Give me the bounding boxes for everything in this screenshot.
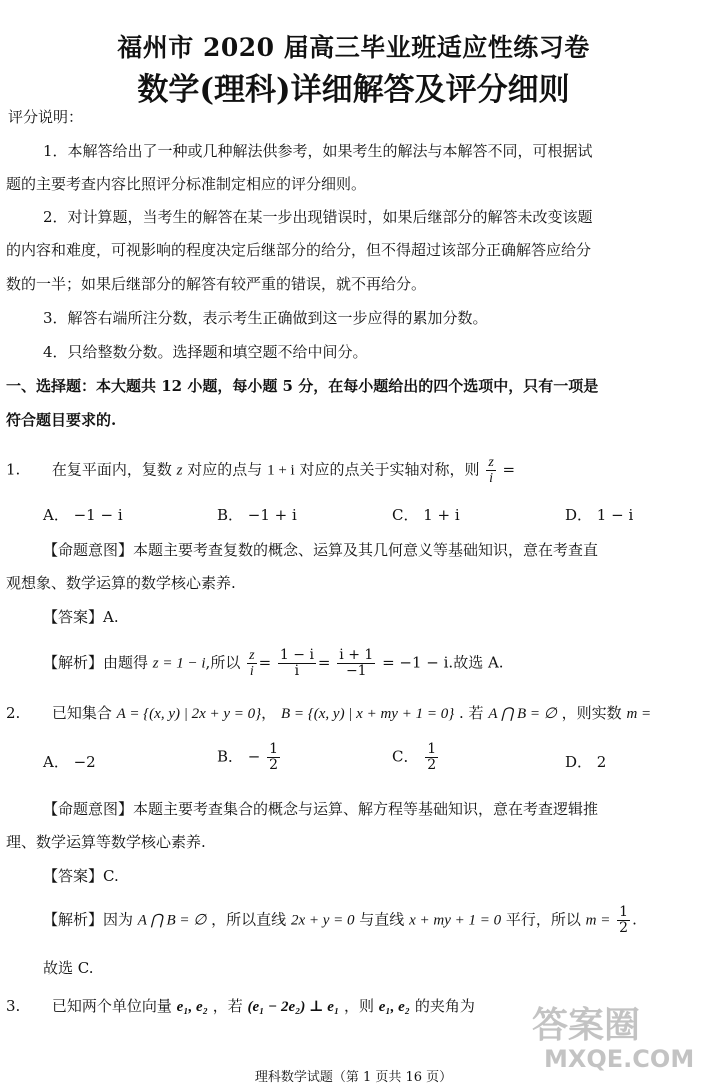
intent: 【命题意图】本题主要考查复数的概念、运算及其几何意义等基础知识，意在考查直 bbox=[43, 541, 599, 559]
fraction: $\frac{1}{2}$ bbox=[427, 741, 437, 773]
notes-heading: 评分说明： bbox=[8, 108, 84, 126]
note-4: 4．只给整数分数。选择题和填空题不给中间分。 bbox=[43, 343, 368, 361]
page-footer: 理科数学试题（第 1 页共 16 页） bbox=[254, 1070, 453, 1085]
option-a: A． −2 bbox=[43, 753, 96, 771]
option-c: C． 1 + i bbox=[392, 506, 460, 524]
question-2: 2. 已知集合 A = {(x, y) | 2x + y = 0}， B = {(x, y) | x + my + 1 = 0} . 若 A ⋂ B = ∅ ，则实数 m = bbox=[6, 704, 652, 722]
note-1: 1．本解答给出了一种或几种解法供参考，如果考生的解法与本解答不同，可根据试 bbox=[43, 142, 593, 160]
intent: 【命题意图】本题主要考查集合的概念与运算、解方程等基础知识，意在考查逻辑推 bbox=[43, 800, 599, 818]
question-number: 2. bbox=[6, 704, 21, 722]
option-d: D． 1 − i bbox=[565, 506, 634, 524]
solution: 【解析】因为 A ⋂ B = ∅ ，所以直线 2x + y = 0 与直线 x + my + 1 = 0 平行，所以 m = $\frac{1}{2}$ . bbox=[43, 904, 637, 936]
note-3: 3．解答右端所注分数，表示考生正确做到这一步应得的累加分数。 bbox=[43, 309, 488, 327]
fraction: $\frac{1}{2}$ bbox=[269, 741, 279, 773]
fraction: $\frac{i + 1}{-1}$ bbox=[339, 647, 374, 679]
intent-cont: 理、数学运算等数学核心素养. bbox=[6, 833, 206, 851]
page-subtitle: 数学(理科)详细解答及评分细则 bbox=[137, 72, 570, 108]
option-d: D． 2 bbox=[565, 753, 607, 771]
question-number: 1. bbox=[6, 460, 21, 479]
svg-text:MXQE.COM: MXQE.COM bbox=[544, 1045, 695, 1073]
fraction: $\frac{z}{i}$ bbox=[488, 455, 494, 486]
option-b: B． −1 + i bbox=[217, 506, 297, 524]
watermark-logo bbox=[530, 995, 700, 1075]
note-1-cont: 题的主要考查内容比照评分标准制定相应的评分细则。 bbox=[6, 175, 367, 193]
fraction: $\frac{1 - i}{i}$ bbox=[279, 647, 314, 679]
note-2-cont2: 数的一半；如果后继部分的解答有较严重的错误，就不再给分。 bbox=[6, 275, 427, 293]
answer: 【答案】C. bbox=[43, 867, 119, 885]
question-3: 3. 已知两个单位向量 e₁, e₂ ，若 (e₁ − 2e₂) ⊥ e₁ ，则 e₁, e₂ 的夹角为 bbox=[6, 997, 475, 1015]
option-a: A． −1 − i bbox=[43, 506, 123, 524]
solution: 【解析】由题得 z = 1 − i,所以 $\frac{z}{i}$ = $\frac{1 - i}{i}$ = $\frac{i + 1}{-1}$ = −1 − i.故选 A. bbox=[43, 647, 504, 679]
option-c: C． $\frac{1}{2}$ bbox=[392, 741, 437, 773]
question-number: 3. bbox=[6, 997, 21, 1015]
intent-cont: 观想象、数学运算的数学核心素养. bbox=[6, 574, 236, 592]
answer: 【答案】A. bbox=[43, 608, 119, 626]
svg-text:答案圈: 答案圈 bbox=[532, 1005, 641, 1046]
question-1: 1. 在复平面内，复数 z 对应的点与 1 + i 对应的点关于实轴对称，则 $\frac{z}{i}$ = bbox=[6, 455, 516, 486]
section-heading: 一、选择题：本大题共 12 小题，每小题 5 分，在每小题给出的四个选项中，只有一项是 bbox=[6, 377, 599, 395]
solution-cont: 故选 C. bbox=[43, 959, 94, 977]
section-heading-cont: 符合题目要求的. bbox=[6, 411, 117, 429]
fraction: $\frac{z}{i}$ bbox=[249, 648, 255, 679]
note-2-cont: 的内容和难度，可视影响的程度决定后继部分的给分，但不得超过该部分正确解答应给分 bbox=[6, 241, 592, 259]
fraction: $\frac{1}{2}$ bbox=[619, 904, 629, 936]
note-2: 2．对计算题，当考生的解答在某一步出现错误时，如果后继部分的解答未改变该题 bbox=[43, 208, 593, 226]
option-b: B． − $\frac{1}{2}$ bbox=[217, 741, 279, 773]
page-title: 福州市 2020 届高三毕业班适应性练习卷 bbox=[117, 33, 590, 62]
